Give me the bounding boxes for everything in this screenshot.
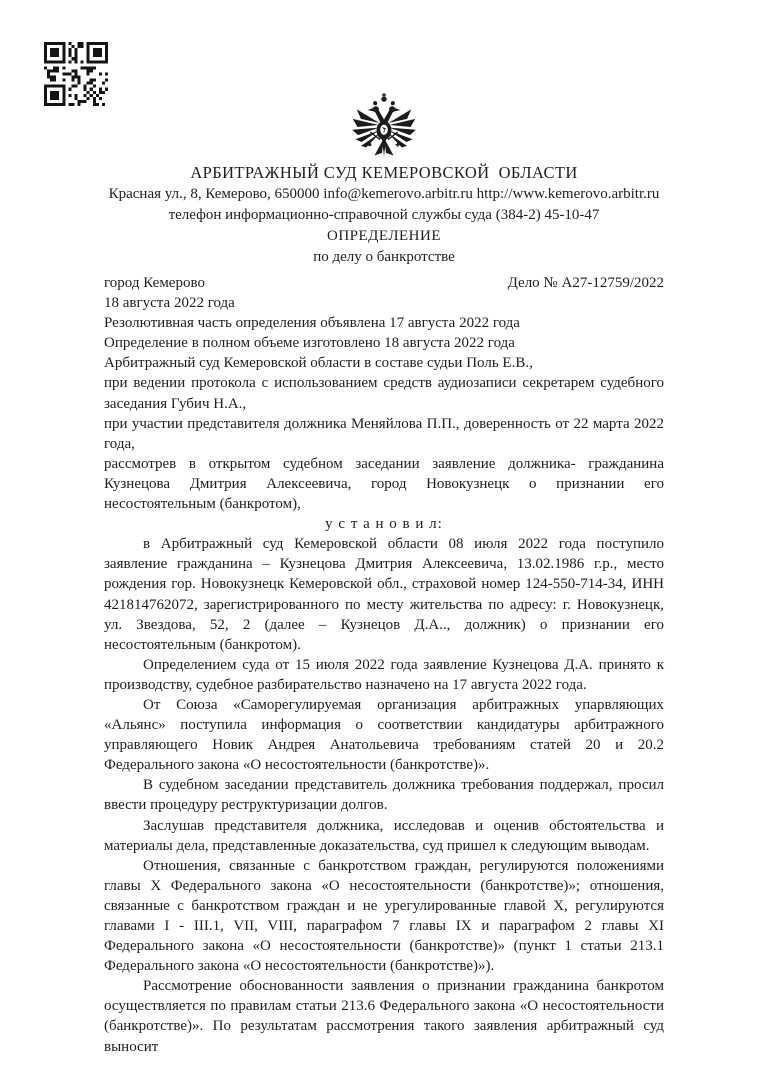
- body-paragraph-4: В судебном заседании представитель должника требования поддержал, просил ввести процедуру реструктуризации долгов.: [104, 777, 664, 814]
- body-paragraph-3: От Союза «Саморегулируемая организация арбитражных упарвляющих «Альянс» поступила информация о соответствии кандидатуры арбитражного управляющего Новик Андрея Анатольевича требованиям статей 20 и 20.2 Федерального закона «О несостоятельности (банкротстве)».: [104, 696, 664, 774]
- document-content: [104, 0, 664, 1057]
- case-header-row: [104, 273, 664, 293]
- double-headed-eagle-emblem-icon: [350, 93, 418, 161]
- document-type-title: ОПРЕДЕЛЕНИЕ: [326, 228, 442, 244]
- case-city: город Кемерово: [104, 275, 205, 291]
- court-address: Красная ул., 8, Кемерово, 650000 info@kemerovo.arbitr.ru http://www.kemerovo.arbitr.ru: [108, 186, 660, 202]
- document-body: [104, 273, 664, 1057]
- document-subject: по делу о банкротстве: [313, 249, 455, 265]
- body-paragraph-7: Рассмотрение обоснованности заявления о признании гражданина банкротом осуществляется по правилам статьи 213.6 Федерального закона «О несостоятельности (банкротстве)». По результатам рассмотрения такого заявления арбитражный суд выносит: [104, 978, 664, 1055]
- court-name: АРБИТРАЖНЫЙ СУД КЕМЕРОВСКОЙ ОБЛАСТИ: [190, 163, 578, 182]
- body-paragraph-6: Отношения, связанные с банкротством граждан, регулируются положениями главы X Федерального закона «О несостоятельности (банкротстве)»; отношения, связанные с банкротством граждан и не урегулированные главой X, регулируются главами I - III.1, VII, VIII, параграфом 7 главы IX и параграфом 2 главы XI Федерального закона «О несостоятельности (банкротстве)» (пункт 1 статьи 213.1 Федерального закона «О несостоятельности (банкротстве)»).: [104, 857, 664, 975]
- body-paragraph-5: Заслушав представителя должника, исследовав и оценив обстоятельства и материалы дела, представленные доказательства, суд пришел к следующим выводам.: [104, 817, 664, 854]
- protocol-line: при ведении протокола с использованием средств аудиозаписи секретарем судебного заседания Губич Н.А.,: [104, 375, 664, 412]
- ruling-word: у с т а н о в и л:: [325, 516, 443, 533]
- full-text-line: Определение в полном объеме изготовлено 18 августа 2022 года: [104, 335, 515, 352]
- case-date: 18 августа 2022 года: [104, 295, 235, 312]
- case-number: Дело № А27-12759/2022: [507, 275, 664, 291]
- body-paragraph-1: в Арбитражный суд Кемеровской области 08 июля 2022 года поступило заявление гражданина – Кузнецова Дмитрия Алексеевича, 13.02.1986 г.р., место рождения гор. Новокузнецк Кемеровской обл., страховой номер 124-550-714-34, ИНН 421814762072, зарегистрированного по месту жительства по адресу: г. Новокузнецк, ул. Звездова, 52, 2 (далее – Кузнецов Д.А.., должник) о признании его несостоятельным (банкротом).: [104, 536, 664, 653]
- participants-line: при участии представителя должника Меняйлова П.П., доверенность от 22 марта 2022 года,: [104, 415, 664, 452]
- court-composition-line: Арбитражный суд Кемеровской области в составе судьи Поль Е.В.,: [104, 355, 533, 372]
- qr-code-icon: [44, 42, 108, 106]
- court-phone: телефон информационно-справочной службы суда (384-2) 45-10-47: [168, 207, 600, 223]
- resolutive-part-line: Резолютивная часть определения объявлена 17 августа 2022 года: [104, 315, 520, 332]
- case-subject-line: рассмотрев в открытом судебном заседании заявление должника- гражданина Кузнецова Дмитрия Алексеевича, город Новокузнецк о признании его несостоятельным (банкротом),: [104, 455, 664, 513]
- body-paragraph-2: Определением суда от 15 июля 2022 года заявление Кузнецова Д.А. принято к производству, судебное разбирательство назначено на 17 августа 2022 года.: [104, 656, 664, 693]
